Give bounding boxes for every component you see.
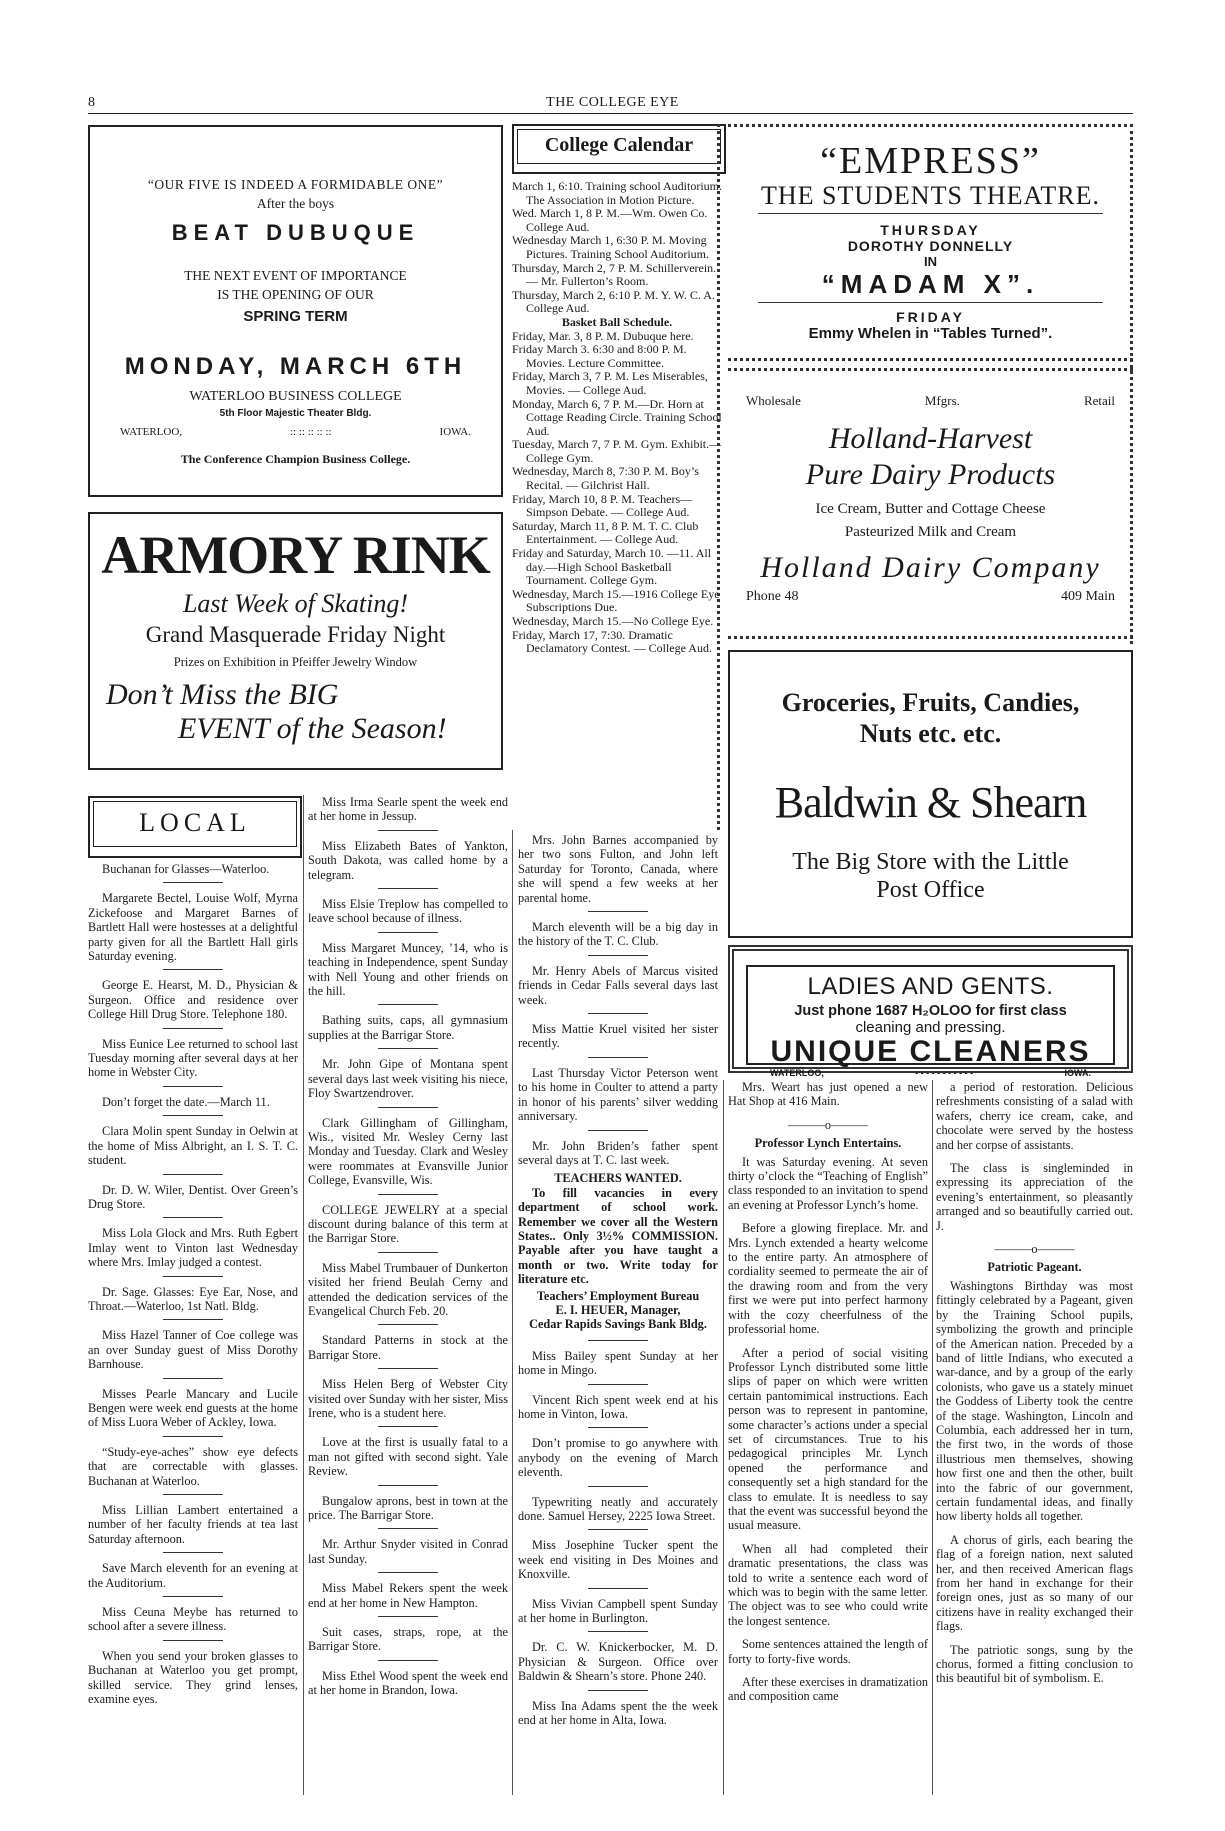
- calendar-entry: Friday March 3. 6:30 and 8:00 P. M. Movies. Lecture Committee.: [512, 342, 687, 370]
- local-item: Miss Josephine Tucker spent the week end visiting in Des Moines and Knoxville.: [518, 1538, 718, 1582]
- empress-top-border: [728, 124, 1133, 127]
- armory-rink-ad: [88, 512, 503, 770]
- calendar-entry: Thursday, March 2, 7 P. M. Schillerverein. — Mr. Fullerton’s Room.: [512, 260, 717, 289]
- pageant-article: [936, 1279, 1133, 1686]
- column-rule: [303, 795, 304, 1795]
- unique-address: [748, 1068, 1113, 1078]
- business-college-ad: [88, 125, 503, 497]
- empress-film1: “MADAM X”.: [821, 269, 1040, 299]
- separator: [163, 1436, 223, 1437]
- newspaper-title: THE COLLEGE EYE: [546, 95, 679, 110]
- unique-cleaners-ad: [728, 945, 1133, 1078]
- holland-address: 409 Main: [1060, 589, 1115, 604]
- local-item: Vincent Rich spent week end at his home in Vinton, Iowa.: [518, 1392, 718, 1421]
- armory-sub5: EVENT of the Season!: [178, 712, 447, 745]
- local-item: a period of restoration. Delicious refreshments consisting of a salad with wafers, cherry ice cream, cake, and chocolate were served by the hostess and her corpse of assistants.: [936, 1080, 1133, 1152]
- separator: [378, 1048, 438, 1049]
- holland-phone: Phone 48: [746, 589, 799, 604]
- separator: [378, 1528, 438, 1529]
- separator: [378, 1107, 438, 1108]
- local-column-5: [936, 1080, 1133, 1695]
- calendar-entry: Wednesday March 1, 6:30 P. M. Moving Pictures. Training School Auditorium.: [512, 233, 710, 261]
- local-item: Suit cases, straps, rope, at the Barrigar Store.: [308, 1625, 508, 1654]
- unique-state: IOWA.: [1064, 1068, 1091, 1078]
- local-item: Miss Ina Adams spent the the week end at her home in Alta, Iowa.: [518, 1698, 718, 1728]
- local-item: Miss Mattie Kruel visited her sister recently.: [518, 1022, 718, 1051]
- empress-ad: [728, 124, 1133, 360]
- local-item: Mr. John Briden’s father spent several days at T. C. last week.: [518, 1138, 718, 1167]
- local-item: Miss Bailey spent Sunday at her home in Mingo.: [518, 1348, 718, 1378]
- local-item: Dr. Sage. Glasses: Eye Ear, Nose, and Throat.—Waterloo, 1st Natl. Bldg.: [88, 1284, 298, 1313]
- local-item: After a period of social visiting Professor Lynch distributed some little slips of paper on which were written certain pantomimical instructions. Each person was to represent in pantomine, some character’s actions under a special set of circumstances. True to his pedagogical principles Mr. Lynch opened the performance and consequently set a high standard for the class to emulate. It is needless to say that the event was successful beyond the usual measure.: [728, 1345, 928, 1533]
- lynch-heading: Professor Lynch Entertains.: [754, 1136, 902, 1151]
- local-item: A chorus of girls, each bearing the flag of a foreign nation, next saluted her, and then received American flags from her hand in exchange for their foreign ones, just as so many of our citizens have in reality exchanged their flags.: [936, 1532, 1133, 1634]
- separator: [588, 1529, 648, 1530]
- column-rule: [512, 830, 513, 1795]
- local-item: Miss Irma Searle spent the week end at her home in Jessup.: [308, 795, 508, 824]
- calendar-entry: Wednesday, March 15.—No College Eye.: [512, 614, 714, 628]
- lynch-article: [728, 1155, 928, 1704]
- holland-mfgrs: Mfgrs.: [924, 393, 960, 408]
- pageant-heading: Patriotic Pageant.: [987, 1260, 1082, 1275]
- separator: [163, 1378, 223, 1379]
- unique-inner-box: [746, 965, 1115, 1078]
- local-item: “Study-eye-aches” show eye defects that are correctable with glasses. Buchanan at Waterloo.: [88, 1444, 298, 1488]
- separator: [378, 830, 438, 831]
- hat-shop-item: Mrs. Weart has just opened a new Hat Shop at 416 Main.: [728, 1080, 928, 1109]
- local-item: Miss Vivian Campbell spent Sunday at her home in Burlington.: [518, 1596, 718, 1626]
- holland-title1: Holland-Harvest: [828, 422, 1033, 455]
- separator: [163, 1640, 223, 1641]
- holland-company: Holland Dairy Company: [760, 551, 1101, 584]
- holland-line1: Ice Cream, Butter and Cottage Cheese: [815, 501, 1046, 517]
- local-item: Standard Patterns in stock at the Barrigar Store.: [308, 1333, 508, 1362]
- separator: [163, 1174, 223, 1175]
- bc-line1: “OUR FIVE IS INDEED A FORMIDABLE ONE”: [147, 177, 444, 192]
- local-item: Clark Gillingham of Gillingham, Wis., visited Mr. Wesley Cerny last Monday and Tuesday. Clark and Wesley were roommates at Evansville Junior College, Evansville, Wis.: [308, 1115, 508, 1188]
- local-title: LOCAL: [93, 801, 297, 847]
- separator: [163, 1276, 223, 1277]
- col5-separator: ———o———: [994, 1242, 1075, 1257]
- header-rule: [88, 113, 1133, 114]
- local-item: March eleventh will be a big day in the history of the T. C. Club.: [518, 920, 718, 949]
- calendar-entry: Wednesday, March 8, 7:30 P. M. Boy’s Recital. — Gilchrist Hall.: [512, 464, 699, 493]
- baldwin-line4: Post Office: [876, 877, 985, 903]
- calendar-entry: Wednesday, March 15.—1916 College Eye Subscriptions Due.: [512, 586, 720, 615]
- separator: [163, 1028, 223, 1029]
- local-item: COLLEGE JEWELRY at a special discount during balance of this term at the Barrigar Store.: [308, 1202, 508, 1246]
- bc-dots: :: :: :: :: ::: [290, 426, 332, 438]
- calendar-title: College Calendar: [517, 129, 721, 164]
- local-column-4: [728, 1080, 928, 1713]
- page-number: 8: [88, 95, 95, 110]
- column-rule: [723, 1080, 724, 1795]
- local-item: Miss Ethel Wood spent the week end at her home in Brandon, Iowa.: [308, 1668, 508, 1698]
- calendar-entry: Tuesday, March 7, 7 P. M. Gym. Exhibit.—College Gym.: [512, 437, 722, 465]
- column-3-items-b: [518, 1349, 718, 1728]
- local-banner: [88, 796, 302, 858]
- empress-film2: Emmy Whelen in “Tables Turned”.: [808, 325, 1053, 342]
- lynch-article-cont: [936, 1080, 1133, 1233]
- calendar-entry: Friday, March 10, 8 P. M. Teachers—Simpson Debate. — College Aud.: [512, 491, 693, 520]
- dotted-divider: [717, 124, 720, 830]
- armory-sub4: Don’t Miss the BIG: [106, 678, 339, 711]
- unique-line3: cleaning and pressing.: [855, 1019, 1006, 1036]
- local-item: Miss Margaret Muncey, ’14, who is teaching in Independence, spent Sunday with Nell Young and other friends on the hill.: [308, 940, 508, 999]
- separator: [163, 882, 223, 883]
- local-item: Save March eleventh for an evening at the Auditorium.: [88, 1561, 298, 1590]
- calendar-banner: [512, 124, 726, 174]
- bc-line3: BEAT DUBUQUE: [171, 220, 420, 245]
- baldwin-name: Baldwin & Shearn: [774, 778, 1087, 827]
- local-item: Dr. D. W. Wiler, Dentist. Over Green’s Drug Store.: [88, 1182, 298, 1211]
- separator: [163, 1086, 223, 1087]
- column-3-items: [518, 833, 718, 1167]
- local-item: It was Saturday evening. At seven thirty o’clock the “Teaching of English” class responded to an invitation to spend an evening at Professor Lynch’s home.: [728, 1154, 928, 1212]
- local-item: Clara Molin spent Sunday in Oelwin at the home of Miss Albright, an I. S. T. C. student.: [88, 1124, 298, 1168]
- local-item: Some sentences attained the length of forty to forty-five words.: [728, 1637, 928, 1666]
- separator: [378, 1324, 438, 1325]
- calendar-entry: Friday, Mar. 3, 8 P. M. Dubuque here.: [512, 328, 694, 343]
- local-item: The class is singleminded in expressing its appreciation of the evening’s entertainment, so pleasantly arranged and so beautifully carried out. J.: [936, 1161, 1133, 1233]
- empress-bottom-border: [728, 358, 1133, 361]
- empress-name: “EMPRESS”: [820, 140, 1041, 182]
- unique-dashes: - - - - - - - - - - -: [915, 1068, 974, 1078]
- holland-top-line: [746, 393, 1115, 409]
- calendar-entry: Friday, March 17, 7:30. Dramatic Declamatory Contest. — College Aud.: [512, 627, 712, 656]
- calendar-entry: Friday and Saturday, March 10. —11. All day.—High School Basketball Tournament. College Gym.: [512, 546, 712, 588]
- local-item: Mr. Henry Abels of Marcus visited friends in Cedar Falls several days last week.: [518, 963, 718, 1007]
- local-item: Bathing suits, caps, all gymnasium supplies at the Barrigar Store.: [308, 1013, 508, 1042]
- local-column-2: [308, 795, 508, 1702]
- local-item: Miss Lillian Lambert entertained a number of her faculty friends at tea last Saturday afternoon.: [88, 1503, 298, 1546]
- empress-rule: [758, 213, 1103, 214]
- empress-rule2: [758, 302, 1103, 303]
- local-item: Miss Eunice Lee returned to school last Tuesday morning after several days at her home in Webster City.: [88, 1036, 298, 1080]
- local-item: Bungalow aprons, best in town at the price. The Barrigar Store.: [308, 1493, 508, 1523]
- local-item: Buchanan for Glasses—Waterloo.: [102, 862, 270, 876]
- separator: [588, 1427, 648, 1428]
- calendar-entry: Wed. March 1, 8 P. M.—Wm. Owen Co. College Aud.: [512, 206, 708, 234]
- bc-line11: The Conference Champion Business College.: [180, 452, 411, 466]
- separator: [163, 1494, 223, 1495]
- local-item: Washingtons Birthday was most fittingly celebrated by a Pageant, given by the Training School pupils, symbolizing the growth and principle of the American nation. Preceded by a band of little Indians, who executed a war-dance, and by a group of the early colonists, who gave us a stately minuet the Goddess of Liberty took the centre of the stage. Washington, Lincoln and Columbia, each addressed her in turn, the first two, in the words of those illustrious men themselves, showing how first one and then the other, built into the fabric of our government, certain fundamental ideas, and finally how liberty holds all together.: [936, 1278, 1133, 1524]
- bc-city: WATERLOO,: [120, 426, 183, 438]
- separator: [588, 1013, 648, 1014]
- local-item: Miss Mabel Trumbauer of Dunkerton visited her friend Beulah Cerny and attended the dedication services of the Evangelical Church Feb. 20.: [308, 1260, 508, 1318]
- separator: [378, 1194, 438, 1195]
- local-item: Mr. John Gipe of Montana spent several days last week visiting his niece, Floy Swartzendrover.: [308, 1057, 508, 1101]
- local-item: Miss Helen Berg of Webster City visited over Sunday with her sister, Miss Irene, who is a student here.: [308, 1377, 508, 1420]
- local-item: The patriotic songs, sung by the chorus, formed a fitting conclusion to this beautiful bit of symbolism. E.: [936, 1642, 1133, 1686]
- separator: [588, 1340, 648, 1341]
- separator: [588, 1588, 648, 1589]
- separator: [163, 1596, 223, 1597]
- separator: [378, 1426, 438, 1427]
- local-item: Miss Elsie Treplow has compelled to leave school because of illness.: [308, 897, 508, 926]
- bc-line8: WATERLOO BUSINESS COLLEGE: [189, 389, 402, 404]
- baldwin-line3: The Big Store with the Little: [792, 849, 1069, 875]
- separator: [163, 1115, 223, 1116]
- separator: [588, 1384, 648, 1385]
- calendar-entry: Friday, March 3, 7 P. M. Les Miserables, Movies. — College Aud.: [512, 369, 708, 397]
- separator: [588, 1130, 648, 1131]
- unique-line1: LADIES AND GENTS.: [807, 973, 1054, 1000]
- separator: [378, 1660, 438, 1661]
- empress-star1: DOROTHY DONNELLY: [847, 238, 1014, 254]
- armory-title: ARMORY RINK: [101, 525, 490, 585]
- bc-line2: After the boys: [256, 196, 335, 211]
- separator: [378, 1616, 438, 1617]
- separator: [378, 1485, 438, 1486]
- teachers-manager: E. I. HEUER, Manager,: [555, 1302, 681, 1317]
- calendar-entry: March 1, 6:10. Training school Auditorium. The Association in Motion Picture.: [512, 179, 722, 207]
- local-item: Mrs. John Barnes accompanied by her two sons Fulton, and John left Saturday for Toronto, Canada, where she will spend a few weeks at her parental home.: [518, 833, 718, 905]
- separator: [588, 1057, 648, 1058]
- separator: [588, 1631, 648, 1632]
- local-item: Margarete Bectel, Louise Wolf, Myrna Zickefoose and Margaret Barnes of Bartlett Hall were hostesses at a delightful party given for all the Bartlett Hall girls Saturday evening.: [88, 891, 298, 964]
- separator: [378, 888, 438, 889]
- baldwin-line1: Groceries, Fruits, Candies,: [781, 688, 1080, 717]
- teachers-body: To fill vacancies in every department of school work. Remember we cover all the Western States.. Only 3½% COMMISSION. Payable after you have taught a month or two. Write today for literature etc.: [518, 1185, 718, 1287]
- local-item: Don’t forget the date.—March 11.: [102, 1094, 270, 1109]
- bc-line5: IS THE OPENING OF OUR: [217, 287, 374, 302]
- local-item: Miss Mabel Rekers spent the week end at her home in New Hampton.: [308, 1581, 508, 1610]
- armory-sub1: Last Week of Skating!: [182, 589, 409, 618]
- local-item: Love at the first is usually fatal to a man not gifted with second sight. Yale Review.: [308, 1435, 508, 1479]
- empress-day2: FRIDAY: [896, 309, 965, 325]
- holland-top-border: [728, 368, 1133, 371]
- bc-address-line: [90, 426, 501, 438]
- local-item: Last Thursday Victor Peterson went to his home in Coulter to attend a party in honor of his parents’ silver wedding anniversary.: [518, 1065, 718, 1124]
- local-item: Before a glowing fireplace. Mr. and Mrs. Lynch extended a hearty welcome to the entire party. An atmosphere of cordiality seemed to permeate the air of the drawing room and from the very first we were put into perfect harmony with the cozy cheerfulness of the professorial home.: [728, 1221, 928, 1337]
- teachers-bank: Cedar Rapids Savings Bank Bldg.: [529, 1317, 707, 1332]
- local-item: George E. Hearst, M. D., Physician & Surgeon. Office and residence over College Hill Drug Store. Telephone 180.: [88, 978, 298, 1022]
- local-item: Dr. C. W. Knickerbocker, M. D. Physician & Surgeon. Office over Baldwin & Shearn’s store. Phone 240.: [518, 1640, 718, 1684]
- column-rule: [932, 1080, 933, 1795]
- separator: [163, 1552, 223, 1553]
- bc-line9: 5th Floor Majestic Theater Bldg.: [219, 408, 372, 419]
- calendar-entry: Basket Ball Schedule.: [561, 314, 673, 329]
- local-item: When you send your broken glasses to Buchanan at Waterloo you get prompt, skilled service. They grind lenses, examine eyes.: [88, 1648, 298, 1707]
- teachers-bureau: Teachers’ Employment Bureau: [536, 1288, 700, 1303]
- unique-name: UNIQUE CLEANERS: [770, 1035, 1091, 1068]
- holland-line2: Pasteurized Milk and Cream: [844, 524, 1017, 540]
- bc-line6: SPRING TERM: [243, 308, 348, 325]
- local-item: Misses Pearle Mancary and Lucile Bengen were week end guests at the home of Miss Luora Weber of Ackley, Iowa.: [88, 1386, 298, 1430]
- holland-bottom-border: [728, 636, 1133, 639]
- holland-wholesale: Wholesale: [746, 393, 801, 408]
- separator: [588, 1486, 648, 1487]
- unique-line2: Just phone 1687 H₂OLOO for first class: [794, 1003, 1067, 1019]
- empress-day1: THURSDAY: [880, 222, 981, 238]
- holland-bottom-line: [746, 589, 1115, 605]
- calendar-entry: Monday, March 6, 7 P. M.—Dr. Horn at Cottage Reading Circle. Training School Aud.: [512, 396, 722, 438]
- unique-city: WATERLOO,: [770, 1068, 824, 1078]
- separator: [378, 932, 438, 933]
- baldwin-line2: Nuts etc. etc.: [859, 719, 1002, 748]
- separator: [378, 1252, 438, 1253]
- separator: [163, 1319, 223, 1320]
- local-item: When all had completed their dramatic presentations, the class was told to write a sentence each word of which was to begin with the same letter. The object was to see who could write the longest sentence.: [728, 1541, 928, 1628]
- separator: [588, 911, 648, 912]
- separator: [163, 1217, 223, 1218]
- local-item: Miss Elizabeth Bates of Yankton, South Dakota, was called home by a telegram.: [308, 838, 508, 882]
- holland-title2: Pure Dairy Products: [805, 458, 1056, 491]
- calendar-entry: Saturday, March 11, 8 P. M. T. C. Club Entertainment. — College Aud.: [512, 518, 699, 547]
- col4-separator: ———o———: [788, 1117, 868, 1132]
- calendar-entry: Thursday, March 2, 6:10 P. M. Y. W. C. A. College Aud.: [512, 287, 715, 316]
- separator: [588, 1690, 648, 1691]
- bc-state: IOWA.: [439, 426, 471, 438]
- local-column-3: [518, 833, 718, 1732]
- teachers-heading: TEACHERS WANTED.: [554, 1171, 682, 1186]
- separator: [588, 955, 648, 956]
- holland-dairy-ad: [728, 368, 1133, 636]
- separator: [378, 1572, 438, 1573]
- separator: [378, 1368, 438, 1369]
- local-item: Don’t promise to go anywhere with anybody on the evening of March eleventh.: [518, 1436, 718, 1480]
- armory-sub3: Prizes on Exhibition in Pfeiffer Jewelry Window: [173, 655, 418, 669]
- local-item: Typewriting neatly and accurately done. Samuel Hersey, 2225 Iowa Street.: [518, 1494, 718, 1524]
- baldwin-shearn-ad: [728, 650, 1133, 938]
- holland-retail: Retail: [1083, 393, 1115, 408]
- local-item: After these exercises in dramatization and composition came: [728, 1675, 928, 1704]
- empress-in: IN: [924, 254, 937, 269]
- local-item: Mr. Arthur Snyder visited in Conrad last Sunday.: [308, 1537, 508, 1566]
- armory-sub2: Grand Masquerade Friday Night: [145, 622, 446, 647]
- separator: [378, 1004, 438, 1005]
- bc-line4: THE NEXT EVENT OF IMPORTANCE: [184, 268, 407, 283]
- local-item: Miss Ceuna Meybe has returned to school after a severe illness.: [88, 1605, 298, 1634]
- local-item: Miss Hazel Tanner of Coe college was an over Sunday guest of Miss Dorothy Barnhouse.: [88, 1328, 298, 1372]
- separator: [163, 969, 223, 970]
- empress-sub: THE STUDENTS THEATRE.: [760, 181, 1100, 210]
- bc-line7: MONDAY, MARCH 6TH: [124, 353, 467, 380]
- calendar-list: [512, 180, 722, 656]
- local-column-1: [88, 862, 298, 1710]
- local-item: Miss Lola Glock and Mrs. Ruth Egbert Imlay went to Vinton last Wednesday where Mrs. Imlay judged a contest.: [88, 1226, 298, 1270]
